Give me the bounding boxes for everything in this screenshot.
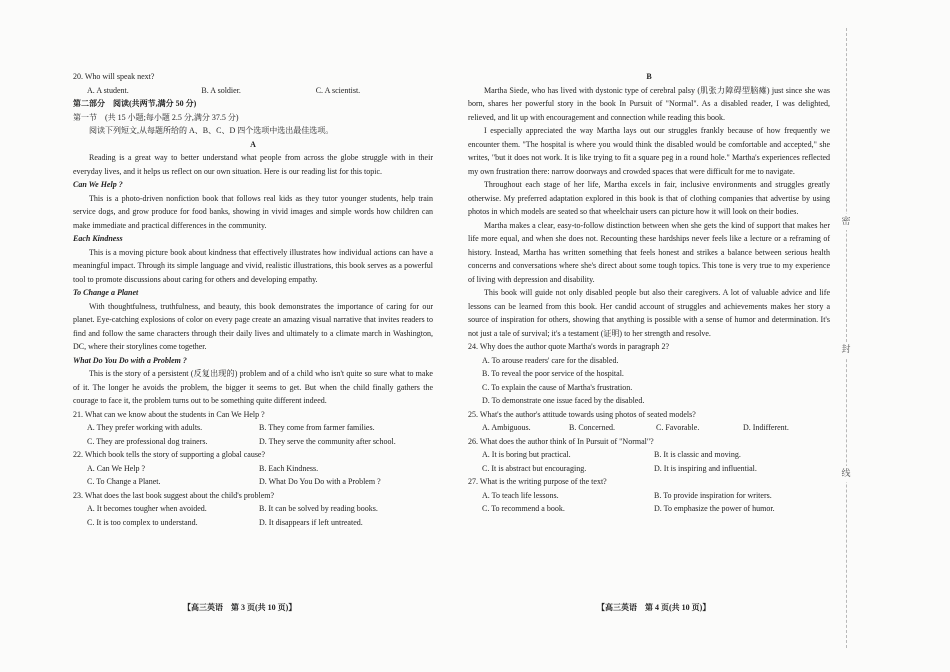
q27-options-row1: [468, 489, 830, 503]
q27-options-row2: [468, 502, 830, 516]
margin-char-xian: 线: [838, 466, 854, 482]
reading-instruction: 阅读下列短文,从每题所给的 A、B、C、D 四个选项中选出最佳选项。: [89, 126, 334, 135]
q24-option-d[interactable]: D. To demonstrate one issue faced by the disabled.: [482, 396, 645, 405]
q23-options-row1: [73, 502, 433, 516]
q25-option-c[interactable]: C. Favorable.: [656, 423, 700, 432]
q20-option-b[interactable]: B. A soldier.: [201, 85, 241, 95]
q24-option-a[interactable]: A. To arouse readers' care for the disabled.: [482, 355, 619, 365]
page-3-footer: 【高三英语 第 3 页(共 10 页)】: [183, 603, 297, 612]
q23-option-b[interactable]: B. It can be solved by reading books.: [259, 504, 378, 513]
q26-option-c[interactable]: C. It is abstract but encouraging.: [482, 463, 587, 473]
q22-options-row1: [73, 462, 433, 476]
q23-stem: 23. What does the last book suggest about the child's problem?: [73, 490, 275, 500]
margin-char-feng: 封: [838, 342, 854, 358]
q25-options: [468, 421, 830, 435]
passage-b-para-4: Martha makes a clear, easy-to-follow distinction between when she gets the kind of support that makes her life more equal, and when she does not. Recounting these hardships never feels like a lecture or a reframing of history. Instead, Martha has written something that feels honest and strikes a balance between serious health concerns and conversations where she's direct about some tough topics. This tone is very true to my experience of living with depression and disability.: [468, 220, 830, 284]
q20-stem: 20. Who will speak next?: [73, 72, 155, 81]
margin-char-mi: 密: [838, 214, 854, 230]
q27-option-b[interactable]: B. To provide inspiration for writers.: [654, 490, 772, 500]
q24-stem: 24. Why does the author quote Martha's words in paragraph 2?: [468, 342, 670, 351]
q25-option-d[interactable]: D. Indifferent.: [743, 423, 789, 432]
book-3-title: To Change a Planet: [73, 288, 139, 297]
q21-options-row2: [73, 435, 433, 449]
book-2-title: Each Kindness: [73, 234, 123, 243]
binding-dashed-line: [846, 28, 847, 648]
book-4-title: What Do You Do with a Problem ?: [73, 355, 187, 365]
q26-option-a[interactable]: A. It is boring but practical.: [482, 450, 571, 459]
q25-stem: 25. What's the author's attitude towards using photos of seated models?: [468, 409, 696, 419]
q22-options-row2: [73, 475, 433, 489]
book-1-text: This is a photo-driven nonfiction book that follows real kids as they tutor younger students, help train service dogs, and grow produce for food banks, showing in vivid images and simple words how children can make immediate and practical differences in the community.: [73, 193, 433, 230]
q21-option-b[interactable]: B. They come from farmer families.: [259, 423, 375, 432]
q26-options-row1: [468, 448, 830, 462]
passage-b-label: B: [646, 72, 652, 81]
q26-option-b[interactable]: B. It is classic and moving.: [654, 450, 741, 459]
q22-option-c[interactable]: C. To Change a Planet.: [87, 477, 161, 486]
q22-stem: 22. Which book tells the story of supporting a global cause?: [73, 450, 266, 459]
q25-option-b[interactable]: B. Concerned.: [569, 423, 615, 432]
book-3-text: With thoughtfulness, truthfulness, and beauty, this book demonstrates the importance of caring for our planet. Eye-catching explosions of color on every page create an amazing visual narrative that invites readers to find and follow the same characters through their daily lives and ultimately to a climate march in Washington, DC, where their storylines come together.: [73, 301, 433, 351]
book-2-text: This is a moving picture book about kindness that effectively illustrates how individual actions can have a meaningful impact. Through its simple language and vivid, realistic illustrations, this book serves as a powerful tool to promote discussions about caring for others and developing empathy.: [73, 247, 433, 284]
section1-title: 第一节 (共 15 小题;每小题 2.5 分,满分 37.5 分): [73, 112, 239, 122]
q22-option-d[interactable]: D. What Do You Do with a Problem ?: [259, 477, 381, 486]
q26-option-d[interactable]: D. It is inspiring and influential.: [654, 463, 757, 473]
passage-a-intro: Reading is a great way to better understand what people from across the globe struggle with in their everyday lives, and it helps us reflect on our own situation. Here is our reading list for this topic.: [73, 153, 433, 176]
q27-stem: 27. What is the writing purpose of the text?: [468, 477, 607, 486]
q21-stem: 21. What can we know about the students in Can We Help ?: [73, 409, 265, 419]
q21-option-a[interactable]: A. They prefer working with adults.: [87, 423, 203, 432]
q22-option-a[interactable]: A. Can We Help ?: [87, 463, 146, 473]
q23-option-a[interactable]: A. It becomes tougher when avoided.: [87, 504, 207, 513]
q21-options-row1: [73, 421, 433, 435]
passage-b-para-1: Martha Siede, who has lived with dystonic type of cerebral palsy (肌张力障碍型脑瘫) just since she was born, shares her powerful story in the book In Pursuit of "Normal". As a disabled reader, I was delighted, relieved, and lit up with encouragement and connection while reading this book.: [468, 85, 830, 122]
q27-option-c[interactable]: C. To recommend a book.: [482, 504, 565, 513]
q22-option-b[interactable]: B. Each Kindness.: [259, 463, 319, 473]
q24-option-b[interactable]: B. To reveal the poor service of the hospital.: [482, 369, 624, 378]
q26-stem: 26. What does the author think of In Pursuit of "Normal"?: [468, 436, 654, 446]
right-page: [468, 70, 830, 516]
part2-title: 第二部分 阅读(共两节,满分 50 分): [73, 99, 197, 108]
left-page: [73, 70, 433, 529]
passage-b-para-2: I especially appreciated the way Martha lays out our struggles frankly because of how frequently we encounter them. "The hospital is where you would think the disabled would be comfortable and accepted," she writes, "but it does not work. It is like trying to fit a square peg in a round hole." Martha's experiences reflected my own frustration there: narrow doorways and crowded spaces that were difficult for me to navigate.: [468, 126, 830, 176]
q25-option-a[interactable]: A. Ambiguous.: [482, 423, 531, 432]
book-1-title: Can We Help ?: [73, 180, 123, 189]
q21-option-c[interactable]: C. They are professional dog trainers.: [87, 436, 208, 446]
passage-a-label: A: [250, 139, 256, 149]
passage-b-para-5: This book will guide not only disabled people but also their caregivers. A lot of valuable advice and life lessons can be learned from this book. Her candid account of struggles and achievements makes her story a source of inspiration for others, showing that anything is possible with a sense of humor and determination. It's not just a tale of survival; it's a testament (证明) to her strength and resolve.: [468, 288, 830, 338]
q26-options-row2: [468, 462, 830, 476]
q20-option-a[interactable]: A. A student.: [87, 85, 129, 95]
q23-option-c[interactable]: C. It is too complex to understand.: [87, 517, 198, 527]
q24-option-c[interactable]: C. To explain the cause of Martha's frustration.: [482, 382, 633, 392]
q20-options: [73, 84, 433, 98]
q27-option-d[interactable]: D. To emphasize the power of humor.: [654, 504, 775, 513]
page-4-footer: 【高三英语 第 4 页(共 10 页)】: [597, 603, 711, 612]
q23-option-d[interactable]: D. It disappears if left untreated.: [259, 517, 363, 527]
q23-options-row2: [73, 516, 433, 530]
q20-option-c[interactable]: C. A scientist.: [315, 85, 361, 95]
q27-option-a[interactable]: A. To teach life lessons.: [482, 490, 559, 500]
book-4-text: This is the story of a persistent (反复出现的) problem and of a child who isn't quite so sure what to make of it. The longer he avoids the problem, the bigger it seems to get. But when the child finally gathers the courage to face it, the problem turns out to be something quite different indeed.: [73, 369, 433, 405]
q21-option-d[interactable]: D. They serve the community after school.: [259, 436, 396, 446]
passage-b-para-3: Throughout each stage of her life, Martha excels in fair, inclusive environments and struggles greatly otherwise. My preferred adaptation explored in this book is that of clothing companies that advertise by using photos in which models are seated so that wheelchair users can picture how it will look on their bodies.: [468, 180, 830, 216]
